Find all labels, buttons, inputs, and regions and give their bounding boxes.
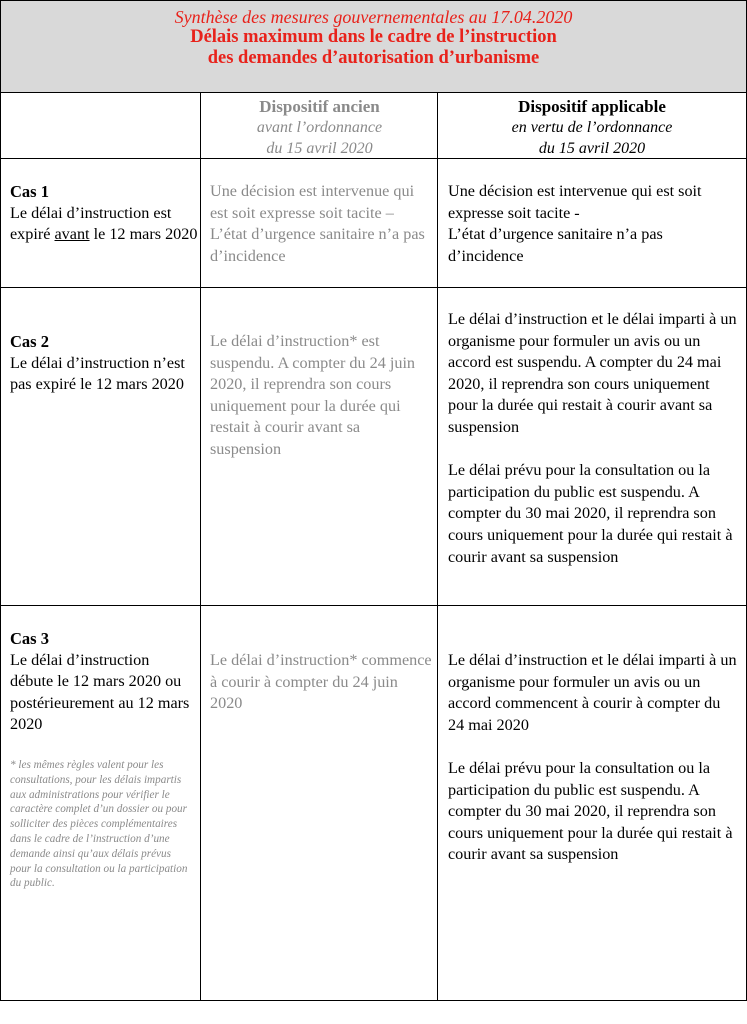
cas2-new-para1: Le délai d’instruction et le délai imparti à un organisme pour formuler un avis ou un accord est suspendu. A compter du 24 mai 2020, il reprendra son cours uniquement pour la durée qui restait à courir avant sa suspension (448, 310, 737, 436)
cas3-label-cell (0, 606, 201, 1001)
table-header (0, 0, 747, 93)
cas2-label-cell (0, 288, 201, 606)
cas3-new-para2: Le délai prévu pour la consultation ou la participation du public est suspendu. A compter du 30 mai 2020, il reprendra son cours uniquement pour la durée qui restait à courir avant sa suspension (448, 758, 733, 864)
header-date-line: Synthèse des mesures gouvernementales au 17.04.2020 (174, 7, 573, 27)
cas1-new-cell (437, 159, 747, 288)
table-row-cas1 (0, 159, 747, 288)
cas1-new-line2: L’état d’urgence sanitaire n’a pas d’incidence (448, 225, 663, 265)
cas2-old-cell: Le délai d’instruction* est suspendu. A compter du 24 juin 2020, il reprendra son cours uniquement pour la durée qui restait à courir avant sa suspension (200, 288, 438, 606)
cas2-title: Cas 2 (10, 332, 49, 351)
header-title-line-1: Délais maximum dans le cadre de l’instruction (190, 27, 557, 47)
table-row-cas3 (0, 606, 747, 1001)
cas1-old-cell: Une décision est intervenue qui est soit expresse soit tacite – L’état d’urgence sanitaire n’a pas d’incidence (200, 159, 438, 288)
old-column-sub2: du 15 avril 2020 (266, 140, 373, 157)
cas1-description: Le délai d’instruction est expiré avant le 12 mars 2020 (10, 203, 198, 244)
footnote: * les mêmes règles valent pour les consultations, pour les délais impartis aux administrations pour vérifier le caractère complet d’un dossier ou pour solliciter des pièces complémentaires dans le cadre de l’instruction d’une demande ainsi qu’aux délais prévus pour la consultation ou la participation du public. (10, 758, 188, 890)
old-column-header (200, 93, 438, 159)
old-column-title: Dispositif ancien (259, 97, 380, 116)
new-column-sub2: du 15 avril 2020 (538, 140, 646, 157)
new-column-title: Dispositif applicable (518, 97, 666, 116)
cas3-new-para1: Le délai d’instruction et le délai imparti à un organisme pour formuler un avis ou un accord commencent à courir à compter du 24 mai 2020 (448, 651, 737, 734)
table-row-cas2 (0, 288, 747, 606)
empty-header-cell (0, 93, 201, 159)
cas1-label-cell (0, 159, 201, 288)
cas3-old-cell: Le délai d’instruction* commence à courir à compter du 24 juin 2020 (200, 606, 438, 1001)
cas3-new-cell (437, 606, 747, 1001)
cas1-title: Cas 1 (10, 182, 49, 201)
header-title-line-2: des demandes d’autorisation d’urbanisme (207, 48, 540, 68)
old-column-sub1: avant l’ordonnance (256, 119, 383, 136)
column-header-row (0, 93, 747, 159)
cas2-description: Le délai d’instruction n’est pas expiré le 12 mars 2020 (10, 353, 185, 394)
cas3-description: Le délai d’instruction débute le 12 mars 2020 ou postérieurement au 12 mars 2020 (10, 650, 190, 734)
cas3-title: Cas 3 (10, 629, 49, 648)
new-column-header (437, 93, 747, 159)
cas2-new-para2: Le délai prévu pour la consultation ou la participation du public est suspendu. A compter du 30 mai 2020, il reprendra son cours uniquement pour la durée qui restait à courir avant sa suspension (448, 461, 733, 566)
cas1-new-line1: Une décision est intervenue qui est soit expresse soit tacite - (448, 182, 702, 222)
cas2-new-cell (437, 288, 747, 606)
new-column-sub1: en vertu de l’ordonnance (511, 119, 673, 136)
